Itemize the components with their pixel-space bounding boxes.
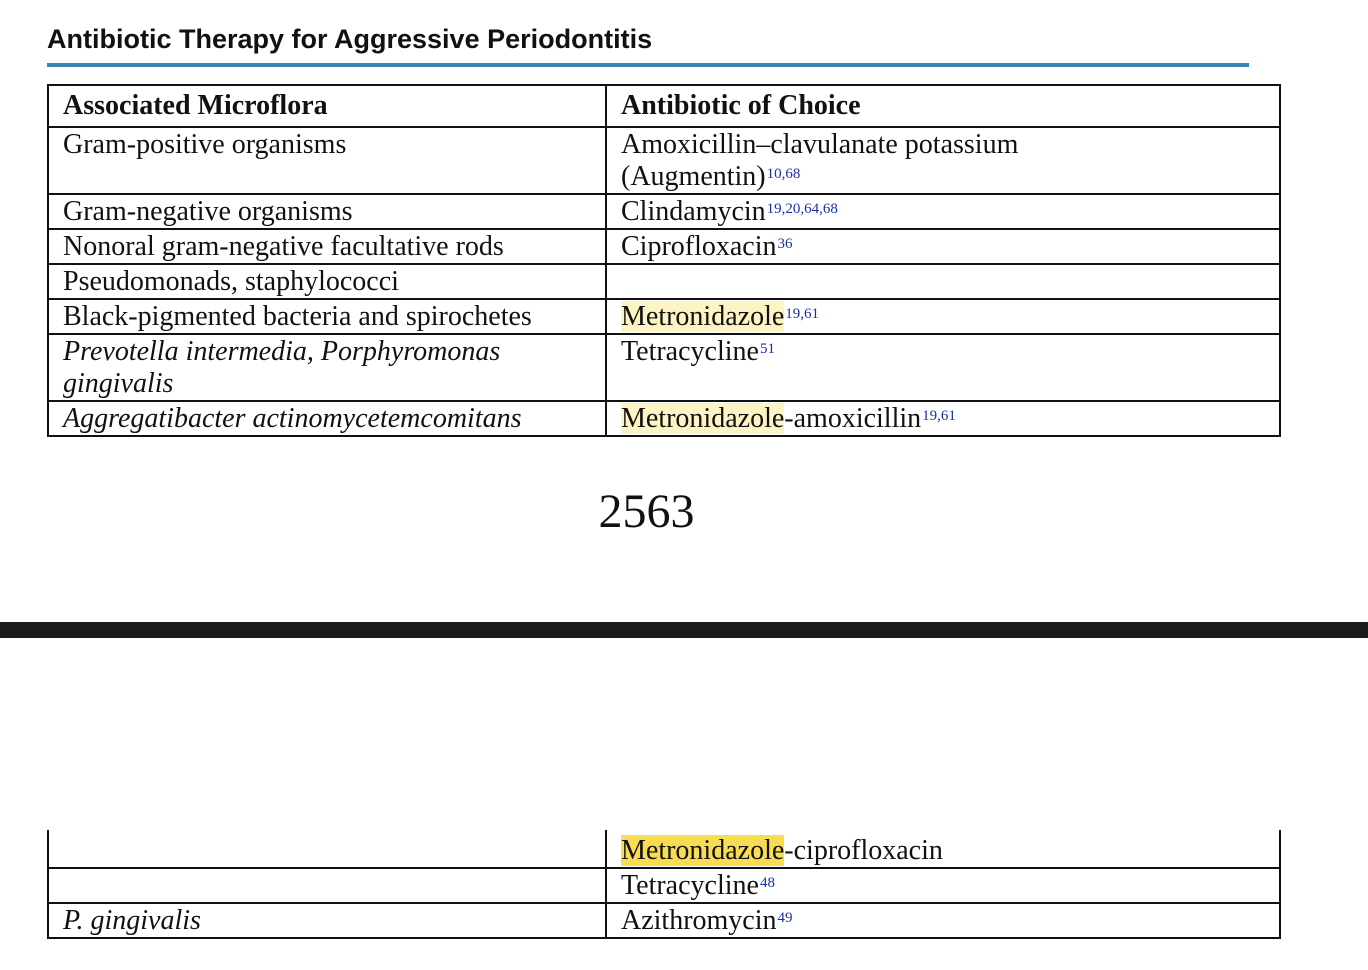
table-row [48,334,1280,401]
antibiotic-cell [606,299,1280,334]
antibiotic-cell [606,868,1280,903]
microflora-text: Prevotella intermedia, Porphyromonas [63,336,501,367]
table-row [48,127,1280,194]
title-underline [47,63,1249,67]
reference-link[interactable]: 19,61 [785,306,820,322]
antibiotic-cell [606,264,1280,299]
table-row [48,903,1280,938]
antibiotic-cell [606,194,1280,229]
microflora-text: P. gingivalis [63,905,201,936]
antibiotic-text: Tetracycline [621,870,759,901]
antibiotic-text: -amoxicillin [784,403,922,434]
microflora-cell [48,830,606,868]
microflora-text: Gram-positive organisms [63,129,347,160]
microflora-cell [48,264,606,299]
antibiotic-cell [606,229,1280,264]
antibiotic-text: -ciprofloxacin [784,835,943,866]
antibiotic-text: Azithromycin [621,905,777,936]
highlighted-drug[interactable]: Metronidazole [621,835,785,866]
table-row [48,194,1280,229]
reference-link[interactable]: 10,68 [766,166,801,182]
header-microflora: Associated Microflora [48,85,606,127]
antibiotic-cell [606,334,1280,401]
table-row [48,299,1280,334]
antibiotic-cell [606,127,1280,194]
antibiotic-cell [606,903,1280,938]
highlighted-drug[interactable]: Metronidazole [621,403,785,434]
reference-link[interactable]: 51 [759,341,775,357]
microflora-cell [48,299,606,334]
page-break-divider [0,622,1368,638]
antibiotic-text: Amoxicillin–clavulanate potassium [621,129,1019,160]
table-header-row [48,85,1280,127]
reference-link[interactable]: 19,61 [922,408,956,424]
microflora-cell [48,401,606,436]
header-antibiotic: Antibiotic of Choice [606,85,1280,127]
antibiotic-table [47,84,1281,437]
microflora-cell [48,194,606,229]
antibiotic-cell [606,401,1280,436]
microflora-cell [48,903,606,938]
antibiotic-text: Tetracycline [621,336,759,367]
highlighted-drug[interactable]: Metronidazole [621,301,785,332]
microflora-cell [48,334,606,401]
microflora-text: Aggregatibacter actinomycetemcomitans [63,403,522,434]
reference-link[interactable]: 19,20,64,68 [766,201,838,217]
microflora-text: Black-pigmented bacteria and spirochetes [63,301,532,332]
table-row [48,868,1280,903]
page-number: 2563 [598,485,695,538]
antibiotic-text: Clindamycin [621,196,766,227]
reference-link[interactable]: 36 [777,236,793,252]
microflora-cell [48,868,606,903]
microflora-text: Gram-negative organisms [63,196,353,227]
reference-link[interactable]: 49 [777,910,793,926]
antibiotic-text: (Augmentin) [621,161,766,192]
microflora-cell [48,229,606,264]
table-row [48,830,1280,868]
microflora-text: gingivalis [63,368,174,399]
antibiotic-text: Ciprofloxacin [621,231,777,262]
microflora-text: Pseudomonads, staphylococci [63,266,399,297]
reference-link[interactable]: 48 [759,875,775,891]
microflora-cell [48,127,606,194]
table-row [48,264,1280,299]
antibiotic-cell [606,830,1280,868]
microflora-text: Nonoral gram-negative facultative rods [63,231,504,262]
table-row [48,229,1280,264]
table-row [48,401,1280,436]
table-title: Antibiotic Therapy for Aggressive Periodontitis [47,24,653,54]
antibiotic-table-continued [47,830,1281,939]
